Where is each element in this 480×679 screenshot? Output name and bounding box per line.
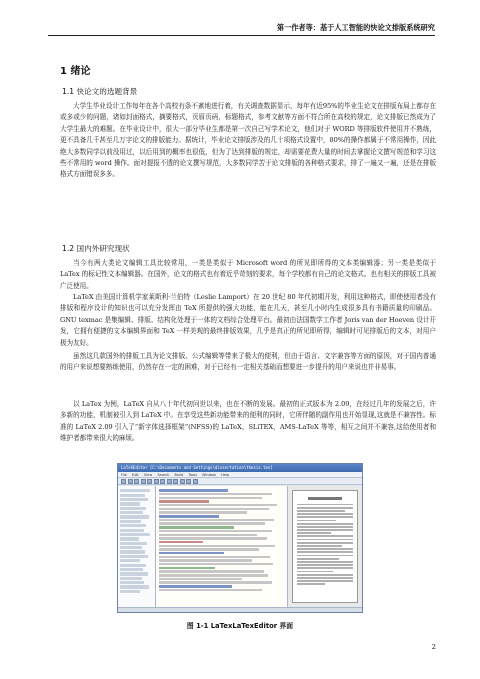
toolbar-icon xyxy=(186,479,191,484)
editor-screenshot-figure xyxy=(117,463,363,613)
menu-item: View xyxy=(143,473,153,477)
toolbar-icon xyxy=(141,479,146,484)
subsection-heading: 1.2 国内外研究现状 xyxy=(62,244,130,253)
toolbar-icon xyxy=(134,479,139,484)
figure-caption: 图 1-1 LaTexLaTexEditor 界面 xyxy=(186,622,294,630)
toolbar-icon xyxy=(180,479,185,484)
menu-item: File xyxy=(121,473,127,477)
pdf-preview-panel xyxy=(288,486,362,607)
toolbar-icon xyxy=(160,479,165,484)
structure-tree-panel xyxy=(118,486,156,607)
window-body xyxy=(118,486,362,607)
preview-page xyxy=(292,490,358,603)
menu-item: Edit xyxy=(131,473,139,477)
source-editor-panel xyxy=(156,486,288,607)
menu-item: Build xyxy=(174,473,184,477)
menu-item: Tools xyxy=(188,473,198,477)
body-paragraph: 虽然这几款国外的排版工具为论文排版、公式编辑等带来了极大的便利，但由于语言、文字兼容等方面的原因，对于国内普通的用户来说想要熟练使用，仍然存在一定的困难，对于已经有一定相关基础而想要进一步提升的用户来说也并非易事。 xyxy=(60,352,436,372)
menu-item: Help xyxy=(221,473,230,477)
toolbar-icon xyxy=(147,479,152,484)
body-paragraph: 当今有两大类论文编辑工具比较常用，一类是类似于 Microsoft word 的所见即所得的文本类编辑器；另一类是类似于 LaTex 的标记性文本编辑器。在国外，论文的格式也有着近乎苛刻的要求，每个学校都有自己的论文格式。也有相关的排版工具被广泛使用。 xyxy=(60,259,436,290)
subsection-heading: 1.1 快论文的选题背景 xyxy=(62,87,138,96)
body-paragraph: 大学生毕业设计工作每年在各个高校有条不紊地进行着，有关调查数据显示，每年有近95%的毕业生论文在排版布局上都存在或多或少的问题，诸如封面格式，摘要格式，页眉页码，标题格式，参考文献等方面不符合所在高校的规定，论文排版已然成为了大学生最大的难题。在毕业设计中，很大一部分毕业生都是第一次自己写学术论文，他们对于 WORD 等排版软件使用并不熟练，更不具备几千甚至几万字论文的排版能力。据统计，毕业论文排版涉及的几十项格式设置中，80%的操作都属于不常用操作，因此绝大多数同学以前没用过，以后用到的概率也很低，但为了达到排版的规定，却需要花费大量的时间去掌握论文撰写规范和学习这些不常用的 word 操作。面对提报不透的论文撰写规范，大多数同学苦于论文排版的各种格式要求，排了一遍又一遍，还是在排版格式方面错误多多。 xyxy=(60,102,436,179)
toolbar-icon xyxy=(128,479,133,484)
toolbar-icon xyxy=(193,479,198,484)
running-header: 第一作者等：基于人工智能的快论文排版系统研究 xyxy=(48,22,435,36)
window-toolbar xyxy=(118,478,362,485)
window-status-bar xyxy=(118,607,362,612)
window-title: LaTeXEditor [C:\Documents and Settings\dissertation\thesis.tex] xyxy=(118,464,362,472)
body-paragraph: 以 LaTex 为例，LaTeX 自从八十年代初问世以来，也在不断的发展。最初的正式版本为 2.09，在经过几年的发展之后，许多新的功能，机制被引入到 LaTeX 中。在享受这些新功能带来的便利的同时，它所伴随的副作用也开始显现,这就是不兼容性。标准的 LaTeX 2.09 引入了“新字体选择框架”(NFSS)的 LaTeX、SLiTEX，AMS-LaTeX 等等，相互之间并不兼容,这给使用者和维护者都带来很大的麻烦。 xyxy=(60,400,436,443)
page-number: 2 xyxy=(431,643,436,651)
toolbar-icon xyxy=(173,479,178,484)
menu-item: Window xyxy=(202,473,216,477)
toolbar-icon xyxy=(167,479,172,484)
toolbar-icon xyxy=(154,479,159,484)
toolbar-icon xyxy=(121,479,126,484)
section-heading: 1 绪论 xyxy=(60,66,91,77)
body-paragraph: LaTeX 由美国计算机学家莱斯利·兰伯特（Leslie Lamport）在 20 世纪 80 年代初期开发，利用这种格式，即使使用者没有排版和程序设计的知识也可以充分发挥由 TeX 所提供的强大功能，能在几天，甚至几小时内生成很多具有书籍质量的印刷品。GNU texmac 是集编辑、排版、结构化处理于一体的文档综合处理平台。最初由法国数学工作者 Joris van der Hoeven 设计开发，它拥有便捷的文本编辑界面和 TeX 一样美观的最终排版效果，几乎是真正的所见即所得，编辑时可见排版后的文本，对用户极为友好。 xyxy=(60,293,436,347)
menu-item: Search xyxy=(157,473,170,477)
